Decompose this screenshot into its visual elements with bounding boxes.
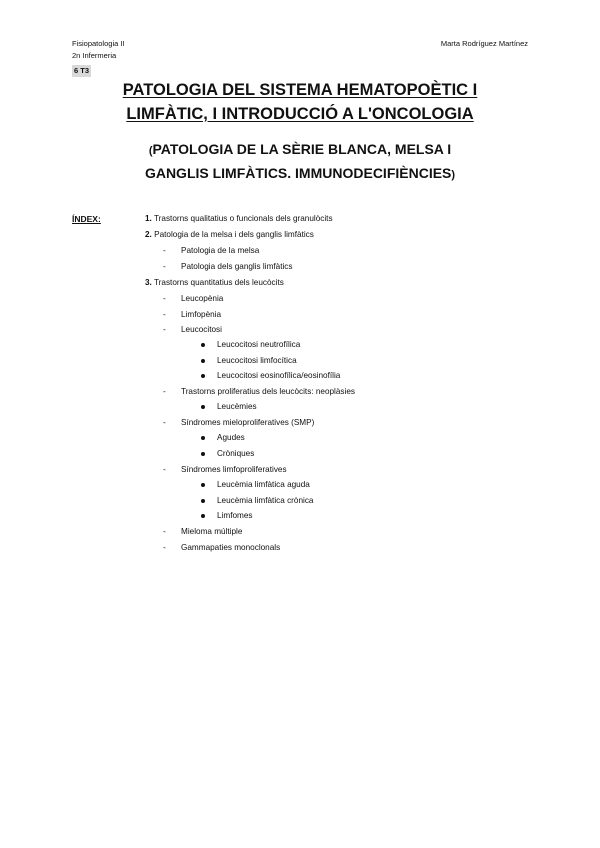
section-2: [145, 229, 314, 240]
section-3: [145, 277, 284, 288]
bullet-dot: [201, 499, 205, 503]
bullet-dot: [201, 483, 205, 487]
section-title: Trastorns qualitatius o funcionals dels granulòcits: [153, 214, 333, 223]
section-title: Trastorns quantitatius dels leucòcits: [153, 278, 284, 287]
author-name: Marta Rodríguez Martínez: [440, 39, 528, 48]
bullet-dot: [201, 359, 205, 363]
list-item: Gammapaties monoclonals: [181, 543, 281, 552]
subtitle-close-paren: ): [451, 169, 456, 181]
sub-list-item: Cròniques: [217, 449, 255, 458]
section-number: 2.: [145, 230, 152, 239]
sub-list-item: Leucocitosi neutrofílica: [217, 340, 301, 349]
dash-bullet: -: [163, 387, 166, 396]
subtitle-line-2: GANGLIS LIMFÀTICS. IMMUNODECIFIÈNCIES: [144, 165, 452, 181]
page-title: [60, 78, 540, 126]
course-year: 2n Infermeria: [72, 51, 117, 60]
list-item: Síndromes limfoproliferatives: [181, 465, 287, 474]
section-title: Patologia de la melsa i dels ganglis limfàtics: [154, 230, 314, 239]
subtitle-line-1: PATOLOGIA DE LA SÈRIE BLANCA, MELSA I: [152, 141, 452, 157]
index-label: ÍNDEX:: [72, 214, 101, 224]
dash-bullet: -: [163, 310, 166, 319]
list-item: Patologia de la melsa: [181, 246, 260, 255]
dash-bullet: -: [163, 527, 166, 536]
list-item: Leucopènia: [181, 294, 224, 303]
list-item: Mieloma múltiple: [181, 527, 243, 536]
bullet-dot: [201, 436, 205, 440]
bullet-dot: [201, 405, 205, 409]
sub-list-item: Limfomes: [217, 511, 253, 520]
list-item: Patologia dels ganglis limfàtics: [181, 262, 293, 271]
dash-bullet: -: [163, 543, 166, 552]
list-item: Leucocitosi: [181, 325, 222, 334]
list-item: Síndromes mieloproliferatives (SMP): [181, 418, 315, 427]
sub-list-item: Agudes: [217, 433, 245, 442]
section-number: 1.: [145, 214, 152, 223]
topic-tag: 6 T3: [74, 66, 90, 75]
course-name: Fisiopatologia II: [72, 39, 125, 48]
dash-bullet: -: [163, 465, 166, 474]
bullet-dot: [201, 343, 205, 347]
title-line-1: PATOLOGIA DEL SISTEMA HEMATOPOÈTIC I: [122, 81, 478, 99]
sub-list-item: Leucocitosi limfocítica: [217, 356, 297, 365]
bullet-dot: [201, 452, 205, 456]
sub-list-item: Leucèmia limfàtica aguda: [217, 480, 310, 489]
page-subtitle: [60, 138, 540, 186]
sub-list-item: Leucèmies: [217, 402, 257, 411]
dash-bullet: -: [163, 294, 166, 303]
list-item: Limfopènia: [181, 310, 222, 319]
title-line-2: LIMFÀTIC, I INTRODUCCIÓ A L'ONCOLOGIA: [126, 105, 474, 123]
dash-bullet: -: [163, 418, 166, 427]
subtitle-open-paren: (: [148, 145, 153, 157]
section-1: [145, 213, 333, 224]
bullet-dot: [201, 514, 205, 518]
dash-bullet: -: [163, 262, 166, 271]
list-item: Trastorns proliferatius dels leucòcits: neoplàsies: [181, 387, 355, 396]
header-left: [72, 38, 125, 77]
sub-list-item: Leucèmia limfàtica crònica: [217, 496, 314, 505]
section-number: 3.: [145, 278, 152, 287]
bullet-dot: [201, 374, 205, 378]
dash-bullet: -: [163, 325, 166, 334]
dash-bullet: -: [163, 246, 166, 255]
sub-list-item: Leucocitosi eosinofílica/eosinofília: [217, 371, 341, 380]
